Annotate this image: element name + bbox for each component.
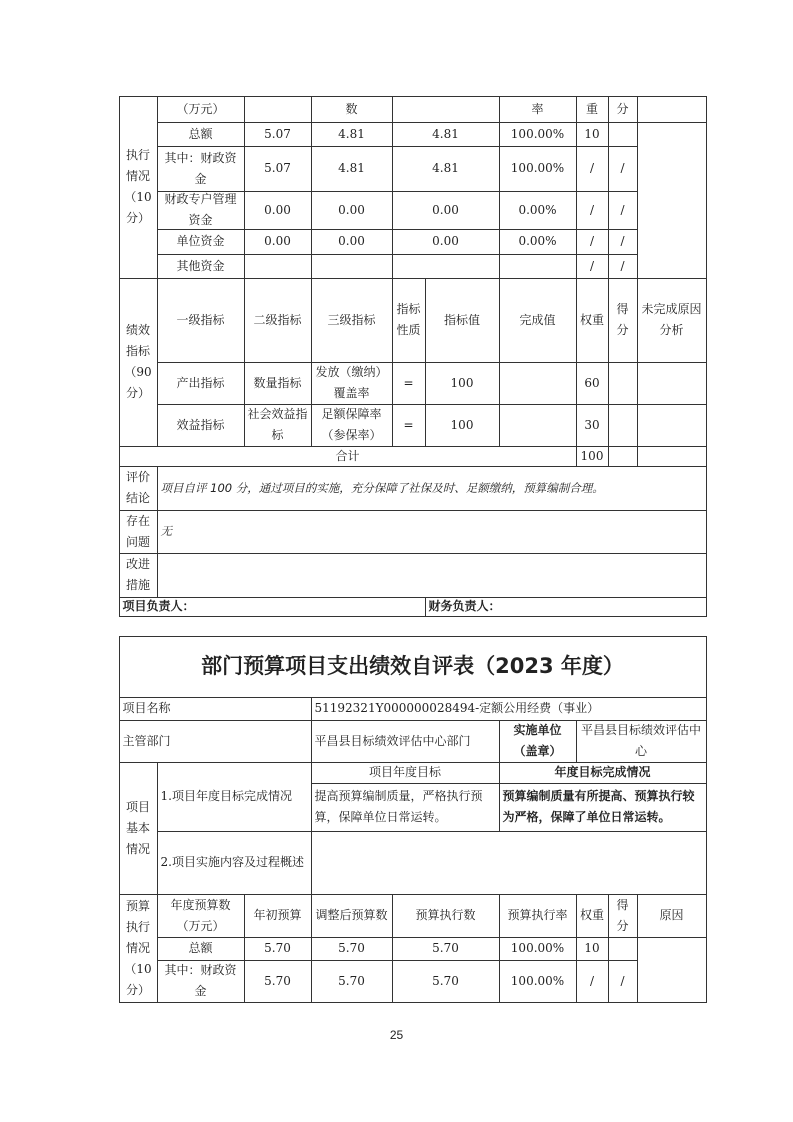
perf-header-cell	[392, 278, 426, 363]
exec-executed-text: 4.81	[432, 161, 459, 175]
done-text-text: 预算编制质量有所提高、预算执行较为严格，保障了单位日常运转。	[502, 789, 695, 824]
perf-header-cell-text: 完成值	[519, 312, 556, 327]
project-name-label	[119, 697, 312, 721]
exec-adjusted	[311, 229, 393, 255]
finance-lead-label	[425, 597, 707, 617]
conclusion-label	[119, 466, 158, 511]
problems-label	[119, 510, 158, 554]
perf-done	[499, 404, 577, 447]
exec2-reason-cell	[637, 937, 707, 1003]
exec-weight-text: 10	[584, 126, 600, 141]
exec-row-label-text: 总额	[188, 126, 213, 141]
exec-initial	[244, 191, 312, 230]
conclusion-label-text: 评价结论	[125, 470, 150, 505]
exec-row-label	[157, 191, 245, 230]
exec2-header-cell	[637, 894, 707, 938]
exec2-adjusted-text: 5.70	[338, 941, 365, 955]
exec2-weight-text: /	[589, 973, 595, 988]
exec-weight	[576, 146, 609, 192]
exec-adjusted-text: 4.81	[338, 161, 365, 175]
exec-header-cell-text: 数	[345, 101, 358, 116]
perf-nature	[392, 362, 426, 405]
perf-score	[608, 362, 638, 405]
page-number: 25	[389, 1028, 404, 1042]
exec2-header-cell	[576, 894, 609, 938]
perf-header-cell	[157, 278, 245, 363]
perf-l2-text: 数量指标	[253, 375, 302, 390]
impl-value	[576, 720, 707, 763]
project-name-label-text: 项目名称	[122, 701, 171, 715]
exec2-score	[608, 937, 638, 961]
conclusion-text	[157, 466, 707, 511]
process-label	[157, 831, 312, 895]
exec-executed-text: 0.00	[432, 202, 459, 217]
done-header-text: 年度目标完成情况	[554, 765, 651, 779]
exec-executed	[392, 122, 500, 147]
exec2-executed-text: 5.70	[432, 941, 459, 955]
conclusion-text-text: 项目自评 100 分，通过项目的实施，充分保障了社保及时、足额缴纳，预算编制合理。	[160, 480, 604, 495]
exec-weight-text: /	[589, 161, 595, 175]
exec2-initial	[244, 937, 312, 961]
exec2-header-cell-text: 原因	[659, 908, 684, 922]
exec-score-text: /	[620, 258, 625, 273]
exec2-label	[119, 894, 158, 1003]
exec-executed	[392, 146, 500, 192]
problems-text-text: 无	[160, 524, 172, 538]
perf-header-cell-text: 未完成原因分析	[641, 302, 702, 337]
exec-rate-text: 0.00%	[518, 234, 557, 248]
exec2-adjusted	[311, 937, 393, 961]
perf-header-cell-text: 一级指标	[176, 312, 225, 327]
perf-header-cell	[244, 278, 312, 363]
exec2-label-text: 预算执行情况（10分）	[124, 898, 152, 997]
improve-text	[157, 553, 707, 598]
exec-header-cell	[244, 96, 312, 123]
exec-header-cell	[637, 96, 707, 123]
exec2-weight	[576, 937, 609, 961]
exec-executed-text: 0.00	[432, 234, 459, 248]
exec-adjusted-text: 4.81	[338, 126, 365, 141]
perf-weight	[576, 362, 609, 405]
process-text	[311, 831, 707, 895]
perf-l1-text: 产出指标	[176, 375, 225, 390]
exec-section-label-text: 执行情况（10分）	[124, 148, 152, 225]
exec2-header-cell-text: 年度预算数（万元）	[170, 897, 231, 933]
exec2-header-cell-text: 得分	[616, 897, 629, 933]
exec-score-text: /	[620, 202, 625, 217]
exec2-label-text: 总额	[188, 941, 213, 955]
exec2-initial	[244, 960, 312, 1003]
exec-adjusted	[311, 191, 393, 230]
exec-row-label	[157, 122, 245, 147]
exec2-score	[608, 960, 638, 1003]
exec2-header-cell	[311, 894, 393, 938]
perf-nature-text: =	[403, 375, 414, 390]
exec2-header-cell	[499, 894, 577, 938]
exec2-header-cell	[244, 894, 312, 938]
exec2-weight-text: 10	[584, 941, 600, 955]
basic-label	[119, 762, 158, 895]
perf-header-cell	[608, 278, 638, 363]
improve-label-text: 改进措施	[125, 557, 150, 592]
exec2-rate	[499, 937, 577, 961]
exec-row-label	[157, 146, 245, 192]
exec-rate	[499, 254, 577, 279]
exec-rate	[499, 229, 577, 255]
perf-weight-text: 60	[584, 375, 600, 390]
perf-value	[425, 362, 500, 405]
exec-initial-text: 5.07	[264, 126, 291, 141]
exec2-label-text: 其中：财政资金	[164, 963, 237, 998]
exec-weight-text: /	[589, 202, 595, 217]
impl-value-text: 平昌县目标绩效评估中心	[580, 723, 701, 758]
total-weight-text: 100	[580, 448, 604, 463]
perf-header-cell-text: 三级指标	[327, 312, 376, 327]
exec-header-cell	[608, 96, 638, 123]
perf-l3-text: 足额保障率（参保率）	[321, 407, 382, 442]
exec-row-label-text: 财政专户管理资金	[164, 192, 237, 227]
perf-l3	[311, 404, 393, 447]
dept-label-text: 主管部门	[122, 733, 171, 748]
exec2-header-cell-text: 调整后预算数	[315, 908, 388, 922]
exec2-rate-text: 100.00%	[510, 941, 565, 955]
perf-reason	[637, 404, 707, 447]
perf-header-cell-text: 二级指标	[253, 312, 302, 327]
form-title	[119, 636, 707, 698]
exec2-header-cell-text: 预算执行数	[415, 908, 476, 922]
perf-section-label	[119, 278, 158, 447]
goal-text-text: 提高预算编制质量，严格执行预算，保障单位日常运转。	[314, 789, 483, 824]
goal-text	[311, 783, 500, 832]
goal-header	[311, 762, 500, 784]
perf-header-cell	[425, 278, 500, 363]
exec2-header-cell-text: 权重	[579, 908, 604, 922]
exec-initial	[244, 122, 312, 147]
perf-l3	[311, 362, 393, 405]
exec-reason-cell	[637, 122, 707, 279]
exec2-header-cell	[392, 894, 500, 938]
exec2-rate-text: 100.00%	[510, 973, 565, 988]
exec2-weight	[576, 960, 609, 1003]
exec-rate	[499, 146, 577, 192]
exec-header-cell	[157, 96, 245, 123]
perf-l2	[244, 404, 312, 447]
perf-header-cell	[311, 278, 393, 363]
perf-header-cell	[576, 278, 609, 363]
exec-executed	[392, 191, 500, 230]
exec-weight-text: /	[589, 258, 595, 273]
project-name-value	[311, 697, 707, 721]
exec-section-label	[119, 96, 158, 279]
impl-label	[499, 720, 577, 763]
exec-initial-text: 0.00	[264, 234, 291, 248]
basic-label-text: 项目基本情况	[125, 799, 150, 856]
perf-weight	[576, 404, 609, 447]
finance-lead-label-text: 财务负责人：	[428, 599, 501, 613]
problems-text	[157, 510, 707, 554]
exec2-executed	[392, 960, 500, 1003]
perf-reason	[637, 362, 707, 405]
exec-row-label-text: 其中：财政资金	[164, 150, 237, 186]
exec-weight	[576, 254, 609, 279]
exec-adjusted-text: 0.00	[338, 234, 365, 248]
exec-header-cell-text: （万元）	[176, 101, 225, 116]
exec-score	[608, 229, 638, 255]
done-text	[499, 783, 707, 832]
dept-label	[119, 720, 312, 763]
total-reason	[637, 446, 707, 467]
perf-header-cell-text: 得分	[616, 302, 629, 337]
exec-rate-text: 100.00%	[510, 126, 565, 141]
exec-header-cell	[392, 96, 500, 123]
total-score	[608, 446, 638, 467]
exec-executed	[392, 229, 500, 255]
impl-label-text: 实施单位（盖章）	[513, 723, 562, 758]
exec-adjusted	[311, 122, 393, 147]
form-title-text: 部门预算项目支出绩效自评表（2023 年度）	[201, 654, 624, 678]
perf-weight-text: 30	[584, 417, 600, 432]
done-header	[499, 762, 707, 784]
exec-score	[608, 146, 638, 192]
exec2-header-cell-text: 年初预算	[253, 908, 302, 922]
exec2-initial-text: 5.70	[264, 973, 291, 988]
exec-header-cell	[311, 96, 393, 123]
exec-weight	[576, 122, 609, 147]
perf-header-cell	[499, 278, 577, 363]
exec-adjusted	[311, 254, 393, 279]
perf-header-cell	[637, 278, 707, 363]
exec-initial	[244, 254, 312, 279]
exec2-header-cell	[608, 894, 638, 938]
exec-score-text: /	[620, 161, 625, 175]
exec-score	[608, 254, 638, 279]
goal-label	[157, 762, 312, 832]
exec-row-label-text: 其他资金	[176, 258, 225, 273]
exec-adjusted	[311, 146, 393, 192]
exec2-executed-text: 5.70	[432, 973, 459, 988]
exec2-header-cell	[157, 894, 245, 938]
perf-l1-text: 效益指标	[176, 417, 225, 432]
exec-header-cell-text: 重	[585, 101, 598, 116]
perf-header-cell-text: 指标值	[443, 312, 480, 327]
exec-row-label	[157, 229, 245, 255]
exec-rate-text: 0.00%	[518, 202, 557, 217]
exec2-executed	[392, 937, 500, 961]
exec-header-cell	[576, 96, 609, 123]
exec2-rate	[499, 960, 577, 1003]
exec2-label	[157, 960, 245, 1003]
goal-header-text: 项目年度目标	[368, 765, 441, 779]
exec-score	[608, 122, 638, 147]
dept-value	[311, 720, 500, 763]
perf-value	[425, 404, 500, 447]
project-lead-label	[119, 597, 426, 617]
perf-l2-text: 社会效益指标	[247, 407, 308, 442]
perf-l1	[157, 404, 245, 447]
exec-adjusted-text: 0.00	[338, 202, 365, 217]
perf-header-cell-text: 权重	[579, 312, 604, 327]
exec-header-cell-text: 率	[531, 101, 544, 116]
exec-weight-text: /	[589, 234, 595, 248]
exec-header-cell-text: 分	[616, 101, 629, 116]
exec-score	[608, 191, 638, 230]
exec-executed-text: 4.81	[432, 126, 459, 141]
perf-l3-text: 发放（缴纳）覆盖率	[315, 365, 388, 400]
exec-weight	[576, 229, 609, 255]
exec-initial	[244, 146, 312, 192]
perf-score	[608, 404, 638, 447]
perf-done	[499, 362, 577, 405]
goal-label-text: 1.项目年度目标完成情况	[160, 789, 292, 803]
perf-l2	[244, 362, 312, 405]
exec2-adjusted	[311, 960, 393, 1003]
exec-row-label	[157, 254, 245, 279]
exec-initial-text: 0.00	[264, 202, 291, 217]
dept-value-text: 平昌县目标绩效评估中心部门	[314, 733, 471, 748]
perf-header-cell-text: 指标性质	[396, 302, 421, 337]
exec-row-label-text: 单位资金	[176, 234, 225, 248]
exec-executed	[392, 254, 500, 279]
exec-score-text: /	[620, 234, 625, 248]
exec-rate-text: 100.00%	[510, 161, 565, 175]
exec2-initial-text: 5.70	[264, 941, 291, 955]
project-lead-label-text: 项目负责人：	[122, 599, 195, 613]
total-label-text: 合计	[335, 448, 360, 463]
exec-initial	[244, 229, 312, 255]
exec2-header-cell-text: 预算执行率	[507, 908, 568, 922]
exec-rate	[499, 191, 577, 230]
perf-value-text: 100	[450, 375, 474, 390]
exec-initial-text: 5.07	[264, 161, 291, 175]
total-weight	[576, 446, 609, 467]
perf-value-text: 100	[450, 417, 474, 432]
exec2-label	[157, 937, 245, 961]
process-label-text: 2.项目实施内容及过程概述	[160, 855, 304, 869]
exec2-adjusted-text: 5.70	[338, 973, 365, 988]
perf-nature	[392, 404, 426, 447]
exec-weight	[576, 191, 609, 230]
exec-header-cell	[499, 96, 577, 123]
improve-label	[119, 553, 158, 598]
project-name-value-text: 51192321Y000000028494-定额公用经费（事业）	[314, 701, 600, 715]
perf-section-label-text: 绩效指标（90分）	[124, 323, 152, 400]
perf-l1	[157, 362, 245, 405]
problems-label-text: 存在问题	[125, 513, 150, 549]
perf-nature-text: =	[403, 417, 414, 432]
exec-rate	[499, 122, 577, 147]
total-label	[119, 446, 577, 467]
exec2-score-text: /	[620, 973, 625, 988]
